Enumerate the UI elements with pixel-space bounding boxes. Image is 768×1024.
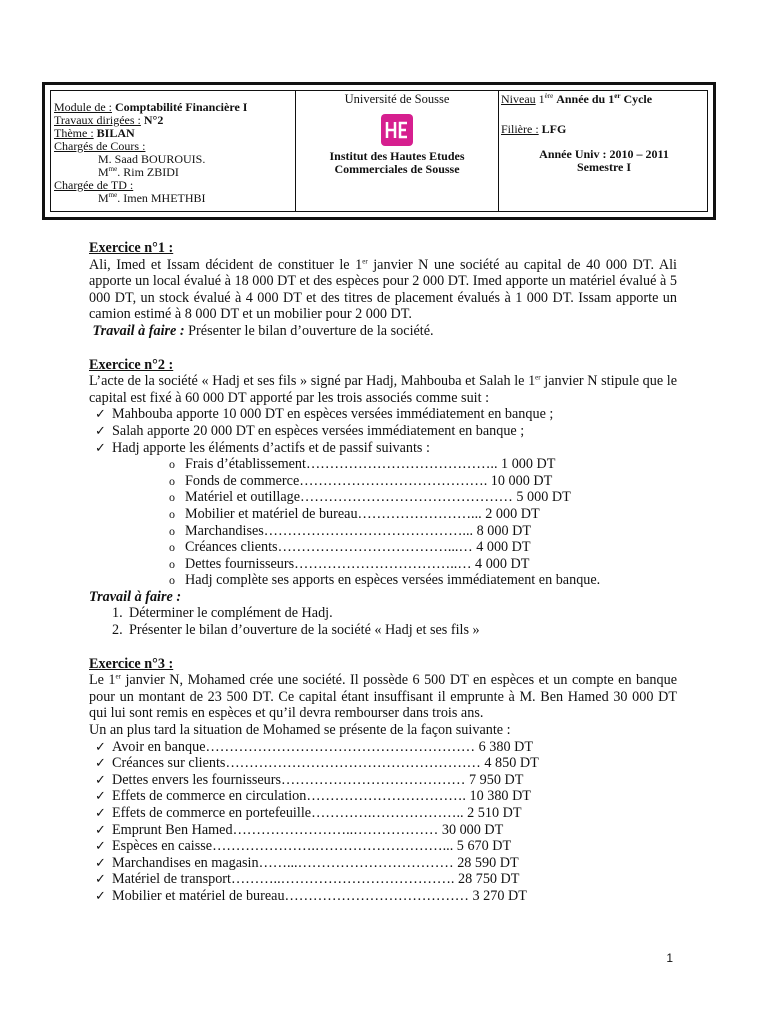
item-label: Dettes fournisseurs (185, 555, 295, 572)
niveau-label: Niveau (501, 92, 536, 106)
list-item (89, 473, 677, 490)
checkmark-icon: ✓ (95, 821, 106, 837)
item-label: Frais d’établissement (185, 456, 306, 473)
item-label: Effets de commerce en circulation (112, 788, 307, 805)
item-amount: 8 000 DT (476, 522, 531, 539)
charge-td-label: Chargée de TD : (54, 178, 134, 192)
niveau-sup2: er (614, 92, 621, 100)
item-label: Dettes envers les fournisseurs (112, 771, 282, 788)
module-label: Module de : (54, 100, 112, 114)
item-dots: …………………………………. (299, 472, 491, 489)
ex1-task-text: Présenter le bilan d’ouverture de la société. (184, 322, 434, 339)
list-item-text: Salah apporte 20 000 DT en espèces versées immédiatement en banque ; (112, 422, 525, 439)
item-dots: ……………………………………... (263, 522, 477, 539)
item-amount: 2 510 DT (467, 805, 522, 821)
list-item (89, 805, 677, 822)
bullet-o-icon: o (169, 540, 175, 555)
item-label: Hadj complète ses apports en espèces versées immédiatement en banque. (185, 572, 601, 589)
module-value: Comptabilité Financière I (115, 100, 248, 114)
bullet-o-icon: o (169, 556, 175, 571)
checkmark-icon: ✓ (95, 854, 106, 870)
exercise-3-situation: Un an plus tard la situation de Mohamed se présente de la façon suivante : (89, 722, 511, 739)
list-item (89, 772, 677, 789)
list-item (89, 739, 677, 756)
bullet-o-icon: o (169, 573, 175, 588)
item-label: Créances clients (185, 539, 278, 556)
niveau-line (501, 93, 707, 106)
item-label: Créances sur clients (112, 755, 226, 772)
header-box (42, 82, 716, 220)
task-text: Déterminer le complément de Hadj. (129, 605, 333, 622)
charges-cours-label: Chargés de Cours : (54, 139, 146, 153)
exercise-1-statement (89, 257, 677, 323)
page-number: 1 (666, 951, 673, 965)
ex1-text-a: Ali, Imed et Issam décident de constituer le 1 (89, 256, 363, 273)
ex2-contributions-list (89, 406, 677, 456)
exercise-1-task (89, 323, 677, 340)
ex1-text-b: janvier N une société au capital de 40 000 DT. Ali apporte un local évalué à 18 000 DT et des espèces pour 2 000 DT. Imed apporte un matériel évalué à 5 000 DT, un stock évalué à 4 000 DT et des titres de placement évalués à 1 000 DT. Issam apporte un camion estimé à 8 000 DT et un mobilier pour 2 000 DT. (89, 256, 677, 323)
header-institution (296, 91, 499, 211)
list-item (89, 622, 677, 639)
item-dots: ……………………………. (306, 788, 470, 805)
exercise-content (89, 240, 677, 905)
item-amount: 10 380 DT (469, 788, 531, 805)
item-dots: ……………………………..… (294, 555, 476, 572)
exercise-3-title: Exercice n°3 : (89, 655, 174, 672)
item-label: Marchandises en magasin (112, 854, 259, 871)
td-sup: me (108, 191, 118, 199)
item-dots: ………………………………….. (305, 456, 502, 473)
checkmark-icon: ✓ (95, 887, 106, 903)
item-label: Mobilier et matériel de bureau (112, 887, 285, 904)
checkmark-icon: ✓ (95, 788, 106, 804)
item-dots: ……………………………………… (300, 489, 517, 506)
task-number: 2. (112, 622, 123, 639)
td-label: Travaux dirigées : (54, 113, 141, 127)
item-amount: 6 380 DT (478, 738, 533, 755)
ex3-text-b: janvier N, Mohamed crée une société. Il possède 6 500 DT en espèces et un compte en banque pour un montant de 23 500 DT. Ce capital étant insuffisant il emprunte à M. Ben Hamed 30 000 DT qui lui sont remis en espèces et qu’il devra rembourser dans trois ans. (89, 672, 677, 722)
header-course-info (51, 91, 296, 211)
checkmark-icon: ✓ (95, 771, 106, 787)
item-dots: ………………….………………………... (212, 838, 457, 855)
item-label: Emprunt Ben Hamed (112, 821, 233, 838)
exercise-3-statement (89, 672, 677, 722)
prof2-name: . Rim ZBIDI (117, 165, 179, 179)
checkmark-icon: ✓ (95, 422, 106, 438)
item-label: Fonds de commerce (185, 472, 300, 489)
niveau-text: Année du 1 (556, 92, 615, 106)
item-label: Espèces en caisse (112, 838, 213, 855)
item-amount: 7 950 DT (469, 771, 524, 788)
bullet-o-icon: o (169, 523, 175, 538)
list-item (89, 523, 677, 540)
list-item (89, 406, 677, 423)
item-dots: ………………………………… (281, 771, 470, 788)
list-item (89, 855, 677, 872)
item-amount: 4 000 DT (475, 555, 530, 572)
item-dots: ……………………... (357, 505, 486, 522)
bullet-o-icon: o (169, 506, 175, 521)
item-label: Effets de commerce en portefeuille (112, 805, 312, 821)
ex3-text-a: Le 1 (89, 672, 116, 689)
td-value: N°2 (143, 113, 164, 127)
checkmark-icon: ✓ (95, 871, 106, 887)
task-text: Présenter le bilan d’ouverture de la société « Hadj et ses fils » (129, 622, 480, 639)
academic-year: Année Univ : 2010 – 2011 (539, 147, 669, 161)
item-dots: ………….……………….. (311, 805, 468, 821)
td-prefix: M (98, 191, 109, 205)
checkmark-icon: ✓ (95, 406, 106, 422)
list-item (89, 888, 677, 905)
item-amount: 4 000 DT (476, 539, 531, 556)
filiere-label: Filière : (501, 122, 539, 136)
ex2-task-list (89, 605, 677, 638)
item-amount: 28 750 DT (457, 871, 520, 888)
niveau-cycle: Cycle (623, 92, 653, 106)
ex2-sup: er (535, 373, 541, 382)
institute-line-1: Institut des Hautes Etudes (329, 149, 465, 163)
professor-1: M. Saad BOUROUIS. (98, 152, 206, 166)
semester: Semestre I (576, 160, 632, 174)
task-number: 1. (112, 605, 123, 622)
list-item (89, 838, 677, 855)
item-amount: 4 850 DT (484, 755, 539, 772)
td-instructor (54, 192, 295, 205)
list-item-text: Hadj apporte les éléments d’actifs et de passif suivants : (112, 439, 430, 456)
item-amount: 10 000 DT (490, 472, 553, 489)
ihec-logo-icon (381, 114, 413, 146)
bullet-o-icon: o (169, 457, 175, 472)
item-label: Marchandises (185, 522, 264, 539)
item-dots: ……………………..……………… (232, 821, 442, 838)
list-item (89, 423, 677, 440)
list-item (89, 506, 677, 523)
item-dots: ………………………………………………… (205, 738, 479, 755)
prof2-prefix: M (98, 165, 109, 179)
theme-value: BILAN (96, 126, 135, 140)
item-dots: ………..………………………………. (230, 871, 458, 888)
item-dots: ………………………………… (284, 887, 473, 904)
list-item (89, 871, 677, 888)
checkmark-icon: ✓ (95, 755, 106, 771)
list-item (89, 489, 677, 506)
header-table (50, 90, 708, 212)
header-level-info (499, 91, 707, 211)
list-item (89, 440, 677, 457)
ex1-task-label: Travail à faire : (92, 322, 185, 339)
exercise-2-statement (89, 373, 677, 406)
list-item (89, 822, 677, 839)
item-label: Matériel de transport (112, 871, 231, 888)
checkmark-icon: ✓ (95, 439, 106, 455)
list-item (89, 572, 677, 589)
item-dots: ……...…………………………… (258, 854, 458, 871)
theme-label: Thème : (54, 126, 94, 140)
exercise-1-title: Exercice n°1 : (89, 240, 174, 256)
ex2-task-label: Travail à faire : (89, 588, 182, 605)
list-item (89, 539, 677, 556)
td-name: . Imen MHETHBI (117, 191, 206, 205)
university-name: Université de Sousse (344, 92, 450, 106)
item-amount: 5 000 DT (516, 489, 571, 506)
ex2-text-a: L’acte de la société « Hadj et ses fils » signé par Hadj, Mahbouba et Salah le 1 (89, 373, 536, 390)
item-amount: 2 000 DT (485, 505, 540, 522)
bullet-o-icon: o (169, 490, 175, 505)
list-item (89, 755, 677, 772)
list-item (89, 788, 677, 805)
bullet-o-icon: o (169, 473, 175, 488)
list-item-text: Mahbouba apporte 10 000 DT en espèces versées immédiatement en banque ; (112, 406, 554, 423)
item-label: Mobilier et matériel de bureau (185, 505, 358, 522)
prof2-sup: me (108, 165, 118, 173)
list-item (89, 556, 677, 573)
filiere-value: LFG (541, 122, 567, 136)
filiere-line (501, 123, 707, 136)
checkmark-icon: ✓ (95, 805, 106, 820)
item-amount: 3 270 DT (472, 887, 527, 904)
ex2-hadj-items-list (89, 456, 677, 589)
item-dots: ……………………………………………… (225, 755, 485, 772)
item-amount: 30 000 DT (441, 821, 504, 838)
niveau-sup: ère (544, 92, 554, 100)
ex3-sup: er (115, 672, 121, 681)
ex3-situation-list (89, 739, 677, 905)
item-amount: 5 670 DT (456, 838, 512, 855)
checkmark-icon: ✓ (95, 738, 106, 754)
institute-line-2: Commerciales de Sousse (334, 162, 460, 176)
item-dots: ………………………………...… (277, 539, 477, 556)
niveau-num: 1 (538, 92, 545, 106)
item-label: Matériel et outillage (185, 489, 301, 506)
ex2-text-b: janvier N stipule que le capital est fixé à 60 000 DT apporté par les trois associés comme suit : (89, 373, 677, 406)
list-item (89, 456, 677, 473)
item-label: Avoir en banque (112, 738, 206, 755)
item-amount: 28 590 DT (457, 854, 519, 871)
checkmark-icon: ✓ (95, 838, 106, 854)
item-amount: 1 000 DT (501, 456, 556, 473)
list-item (89, 605, 677, 622)
exercise-2-title: Exercice n°2 : (89, 356, 174, 373)
ex1-sup: er (362, 256, 368, 265)
